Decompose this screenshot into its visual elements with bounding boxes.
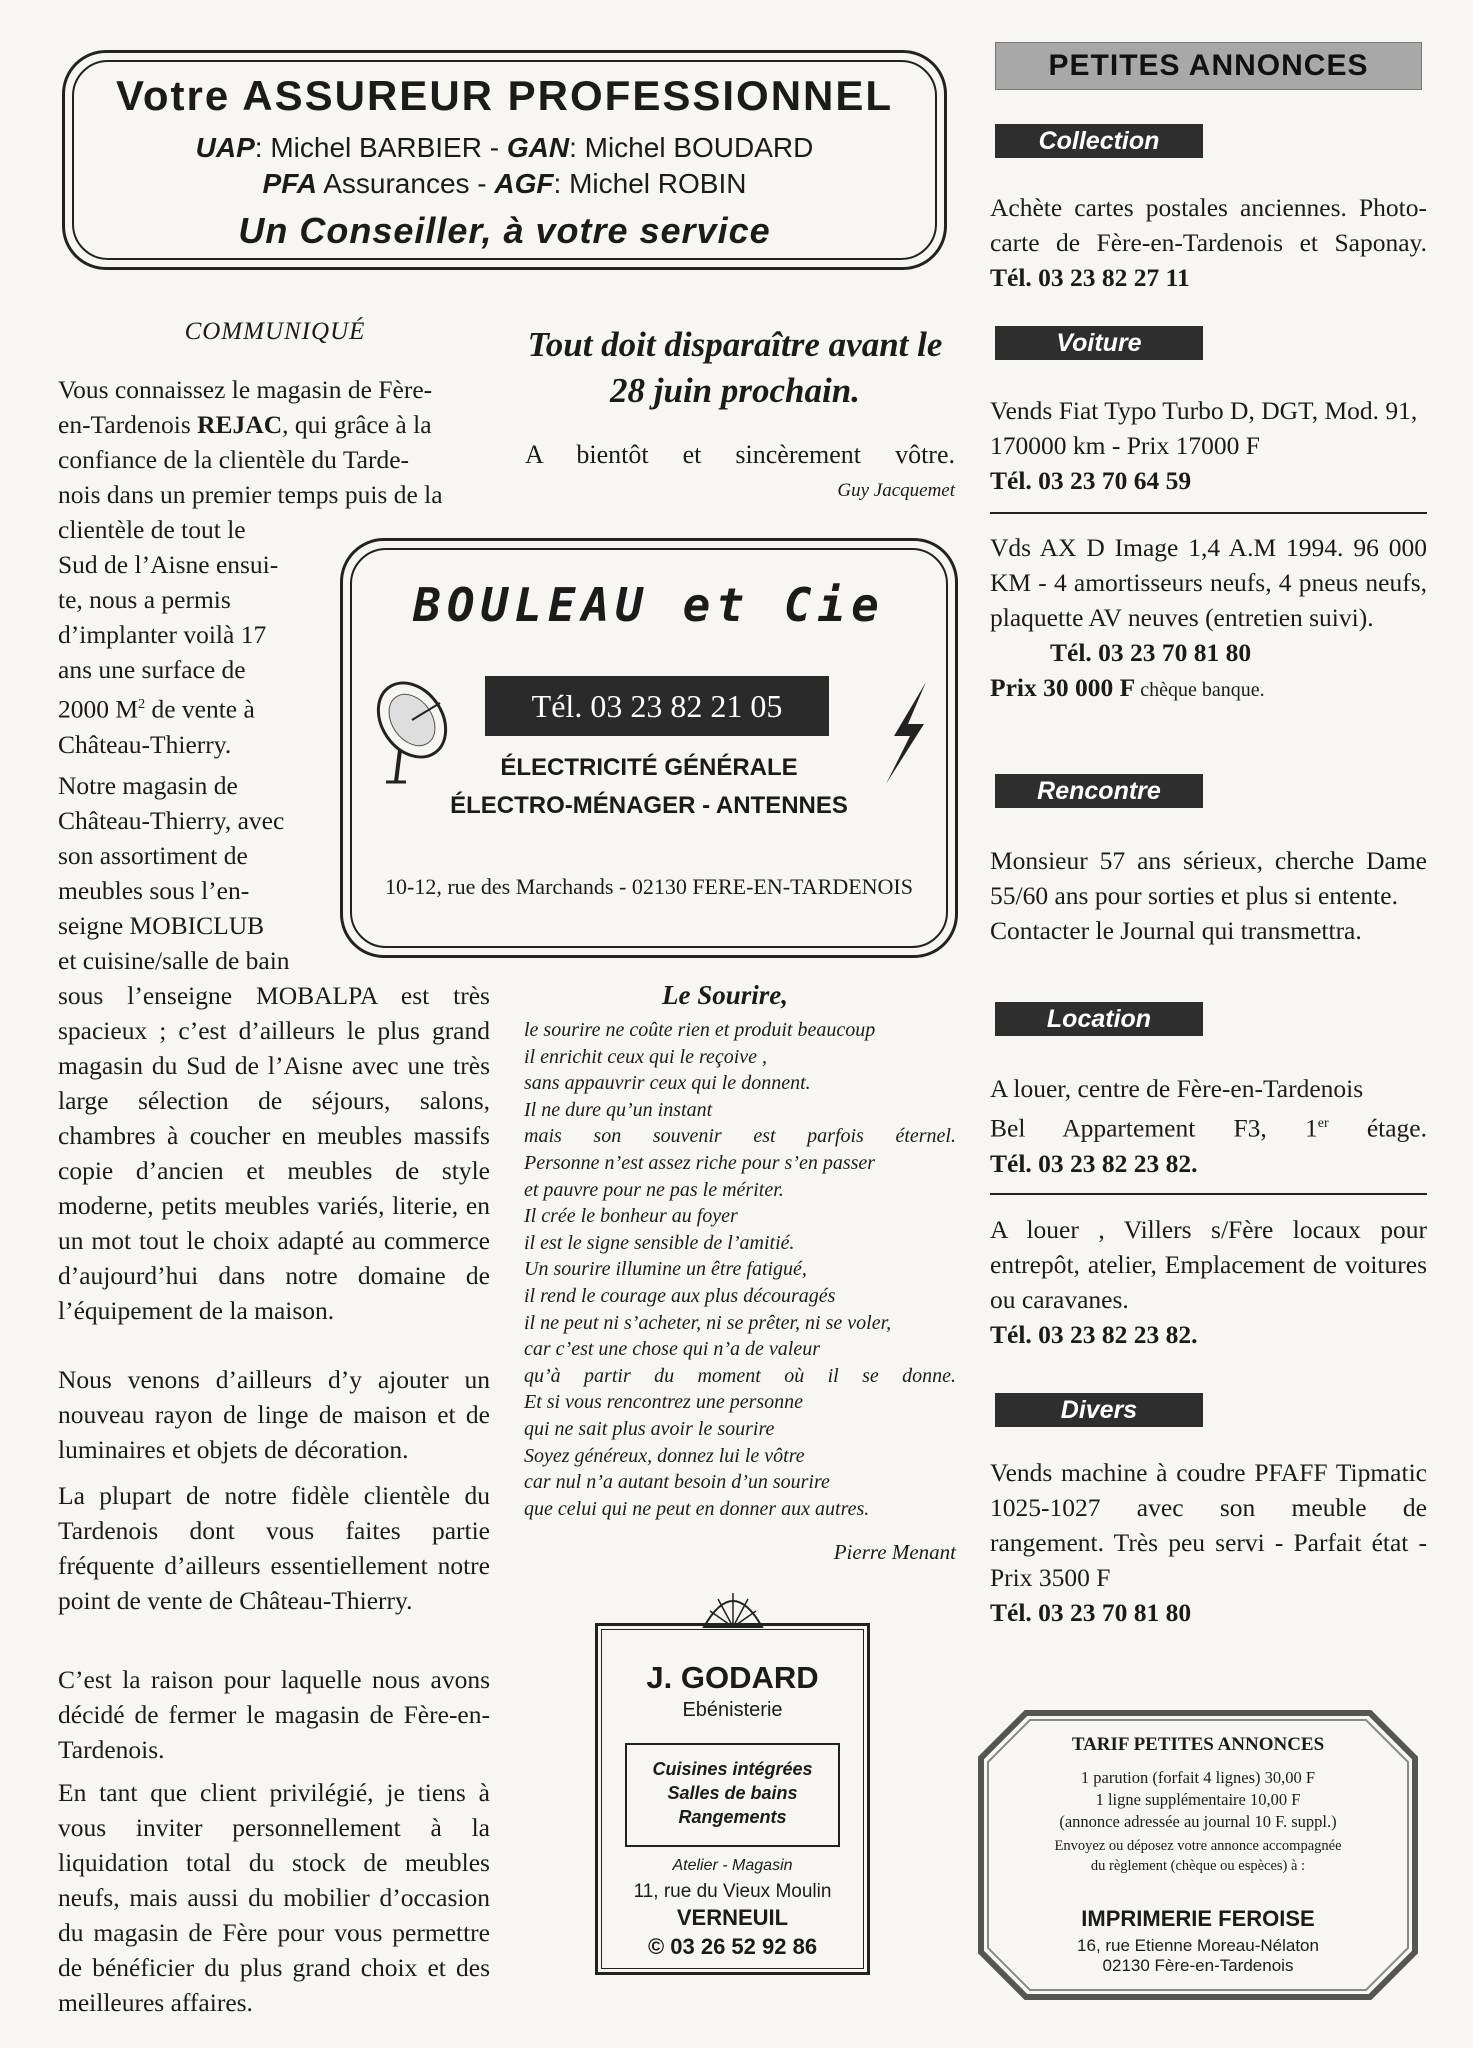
- agf-name: : Michel ROBIN: [553, 168, 747, 199]
- tarif-line: 1 ligne supplémentaire 10,00 F: [1095, 1790, 1301, 1809]
- assureur-line-2: [62, 168, 947, 200]
- bouleau-line-2: ÉLECTRO-MÉNAGER - ANTENNES: [450, 792, 848, 819]
- poem-line: il ne peut ni s’acheter, ni se prêter, ni se voler,: [524, 1311, 892, 1334]
- communique-para-3: Nous venons d’ailleurs d’y ajouter un nouveau rayon de linge de maison et de luminaires et objets de décoration.: [58, 1365, 490, 1464]
- annonce-location-1: A louer, centre de Fère-en-Tardenois Bel Appartement F3, 1er étage. Tél. 03 23 82 23 82.: [990, 1074, 1427, 1178]
- uap-label: UAP: [195, 132, 255, 163]
- bouleau-phone: Tél. 03 23 82 21 05: [485, 676, 829, 736]
- poem-line: qu’à partir du moment où il se donne.: [524, 1364, 956, 1387]
- annonce-collection: Achète cartes postales anciennes. Photo-carte de Fère-en-Tardenois et Saponay. Tél. 03 23 82 27 11: [990, 193, 1427, 292]
- godard-street: 11, rue du Vieux Moulin: [633, 1881, 832, 1902]
- tout-doit-disparaitre: Tout doit disparaître avant le 28 juin prochain.: [527, 325, 943, 410]
- godard-town: VERNEUIL: [676, 1905, 789, 1930]
- pfa-label: PFA: [262, 168, 317, 199]
- annonce-divers: Vends machine à coudre PFAFF Tipmatic 1025-1027 avec son meuble de rangement. Très peu servi - Parfait état - Prix 3500 F Tél. 03 23 70 81 80: [990, 1458, 1427, 1627]
- poem-line: car nul n’a autant besoin d’un sourire: [524, 1471, 830, 1494]
- poem-line: que celui qui ne peut en donner aux autres.: [524, 1497, 870, 1520]
- communique-para-5: C’est la raison pour laquelle nous avons décidé de fermer le magasin de Fère-en-Tardenois.: [58, 1665, 490, 1764]
- poem-line: car c’est une chose qui n’a de valeur: [524, 1338, 821, 1361]
- poem-author: Pierre Menant: [833, 1540, 956, 1564]
- bouleau-ad: [340, 538, 958, 958]
- godard-ad: [595, 1585, 870, 1975]
- rubrique-divers: Divers: [995, 1393, 1203, 1427]
- pfa-name: Assurances -: [317, 168, 495, 199]
- divider: [990, 1193, 1427, 1195]
- annonce-location-2: A louer , Villers s/Fère locaux pour entrepôt, atelier, Emplacement de voitures ou caravanes. Tél. 03 23 82 23 82.: [990, 1215, 1427, 1349]
- poem-line: Personne n’est assez riche pour s’en passer: [524, 1151, 876, 1174]
- communique-para-6: En tant que client privilégié, je tiens à vous inviter personnellement à la liquidation total du stock de meubles neufs, mais aussi du mobilier d’occasion du magasin de Fère pour vous permettre de bénéficier du plus grand choix et des meilleures affaires.: [58, 1778, 490, 2017]
- godard-service: Salles de bains: [667, 1783, 798, 1803]
- godard-phone: © 03 26 52 92 86: [647, 1934, 818, 1959]
- tarif-line: 1 parution (forfait 4 lignes) 30,00 F: [1080, 1768, 1316, 1787]
- poem-line: il rend le courage aux plus découragés: [524, 1284, 836, 1307]
- poem-line: il enrichit ceux qui le reçoive ,: [524, 1045, 768, 1068]
- rubrique-rencontre: Rencontre: [995, 774, 1203, 808]
- rubrique-voiture: Voiture: [995, 326, 1203, 360]
- godard-subtitle: Ebénisterie: [682, 1699, 783, 1721]
- communique-label: COMMUNIQUÉ: [184, 318, 366, 345]
- imprimerie-name: IMPRIMERIE FEROISE: [1081, 1906, 1315, 1931]
- gan-label: GAN: [506, 132, 570, 163]
- bientot-line: A bientôt et sincèrement vôtre.: [525, 440, 955, 469]
- godard-atelier: Atelier - Magasin: [672, 1857, 793, 1874]
- poem: [524, 1017, 956, 1522]
- annonce-voiture-2: Vds AX D Image 1,4 A.M 1994. 96 000 KM - 4 amortisseurs neufs, 4 pneus neufs, plaquette AV neuves (entretien suivi). Tél. 03 23 70 81 80 Prix 30 000 F chèque banque.: [990, 533, 1427, 702]
- communique-para-1: clientèle de tout le Sud de l’Aisne ensui- te, nous a permis d’implanter voilà 17 ans une surface de 2000 $M^2$ de vente à Château-Thierry.: [58, 515, 279, 759]
- assureur-ad: [62, 50, 947, 270]
- assureur-title: Votre ASSUREUR PROFESSIONNEL: [115, 72, 894, 119]
- tarif-box: [978, 1710, 1418, 2000]
- poem-line: Soyez généreux, donnez lui le vôtre: [524, 1444, 805, 1467]
- poem-line: Il crée le bonheur au foyer: [524, 1205, 738, 1228]
- poem-line: il est le signe sensible de l’amitié.: [524, 1231, 795, 1254]
- gan-name: : Michel BOUDARD: [569, 132, 814, 163]
- uap-name: : Michel BARBIER -: [254, 132, 507, 163]
- tarif-line: Envoyez ou déposez votre annonce accompagnée: [1054, 1838, 1342, 1854]
- petites-annonces-header: PETITES ANNONCES: [995, 42, 1422, 90]
- rubrique-location: Location: [995, 1002, 1203, 1036]
- communique-para-2-top: Notre magasin de Château-Thierry, avec son assortiment de meubles sous l’en- seigne MOBICLUB et cuisine/salle de bain: [58, 771, 290, 975]
- bouleau-brand: BOULEAU et Cie: [413, 578, 885, 632]
- poem-line: qui ne sait plus avoir le sourire: [524, 1417, 775, 1440]
- godard-service: Rangements: [678, 1807, 787, 1827]
- assureur-line-1: [62, 132, 947, 164]
- godard-services-box: [625, 1743, 840, 1847]
- bouleau-line-1: ÉLECTRICITÉ GÉNÉRALE: [500, 754, 798, 781]
- assureur-slogan: Un Conseiller, à votre service: [238, 210, 771, 251]
- rubrique-collection: Collection: [995, 124, 1203, 158]
- communique-para-4: La plupart de notre fidèle clientèle du Tardenois dont vous faites partie fréquente d’ailleurs essentiellement notre point de vente de Château-Thierry.: [58, 1481, 490, 1615]
- divider: [990, 512, 1427, 514]
- tarif-line: du règlement (chèque ou espèces) à :: [1090, 1858, 1306, 1874]
- poem-line: et pauvre pour ne pas le mériter.: [524, 1178, 784, 1201]
- signature: Guy Jacquemet: [837, 480, 955, 501]
- poem-line: Et si vous rencontrez une personne: [524, 1391, 804, 1414]
- communique-para-2: sous l’enseigne MOBALPA est très spacieux ; c’est d’ailleurs le plus grand magasin du Sud de l’Aisne avec une très large sélection de séjours, salons, chambres à coucher en meubles massifs copie d’ancien et meubles de style moderne, petits meubles variés, literie, en un mot tout le choix adapté au commerce d’aujourd’hui dans notre domaine de l’équipement de la maison.: [58, 981, 490, 1325]
- agf-label: AGF: [494, 168, 554, 199]
- poem-line: Un sourire illumine un être fatigué,: [524, 1258, 807, 1281]
- imprimerie-city: 02130 Fère-en-Tardenois: [1102, 1956, 1294, 1975]
- poem-line: mais son souvenir est parfois éternel.: [524, 1125, 956, 1148]
- annonce-rencontre: Monsieur 57 ans sérieux, cherche Dame 55/60 ans pour sorties et plus si entente. Contacter le Journal qui transmettra.: [990, 846, 1427, 945]
- godard-service: Cuisines intégrées: [652, 1759, 813, 1779]
- communique-para-1-top: Vous connaissez le magasin de Fère- en-Tardenois REJAC, qui grâce à la confiance de la clientèle du Tarde- nois dans un premier temps puis de la: [58, 375, 443, 509]
- tarif-line: (annonce adressée au journal 10 F. suppl.): [1059, 1812, 1337, 1831]
- poem-line: Il ne dure qu’un instant: [524, 1098, 713, 1121]
- poem-title: Le Sourire,: [661, 980, 788, 1010]
- tarif-title: TARIF PETITES ANNONCES: [1071, 1734, 1325, 1755]
- annonce-voiture-1: Vends Fiat Typo Turbo D, DGT, Mod. 91, 170000 km - Prix 17000 F Tél. 03 23 70 64 59: [990, 396, 1418, 495]
- bouleau-address: 10-12, rue des Marchands - 02130 FERE-EN-TARDENOIS: [385, 874, 913, 899]
- godard-name: J. GODARD: [646, 1660, 819, 1695]
- poem-line: le sourire ne coûte rien et produit beaucoup: [524, 1019, 876, 1041]
- imprimerie-address: 16, rue Etienne Moreau-Nélaton: [1077, 1936, 1319, 1955]
- poem-line: sans appauvrir ceux qui le donnent.: [524, 1072, 811, 1095]
